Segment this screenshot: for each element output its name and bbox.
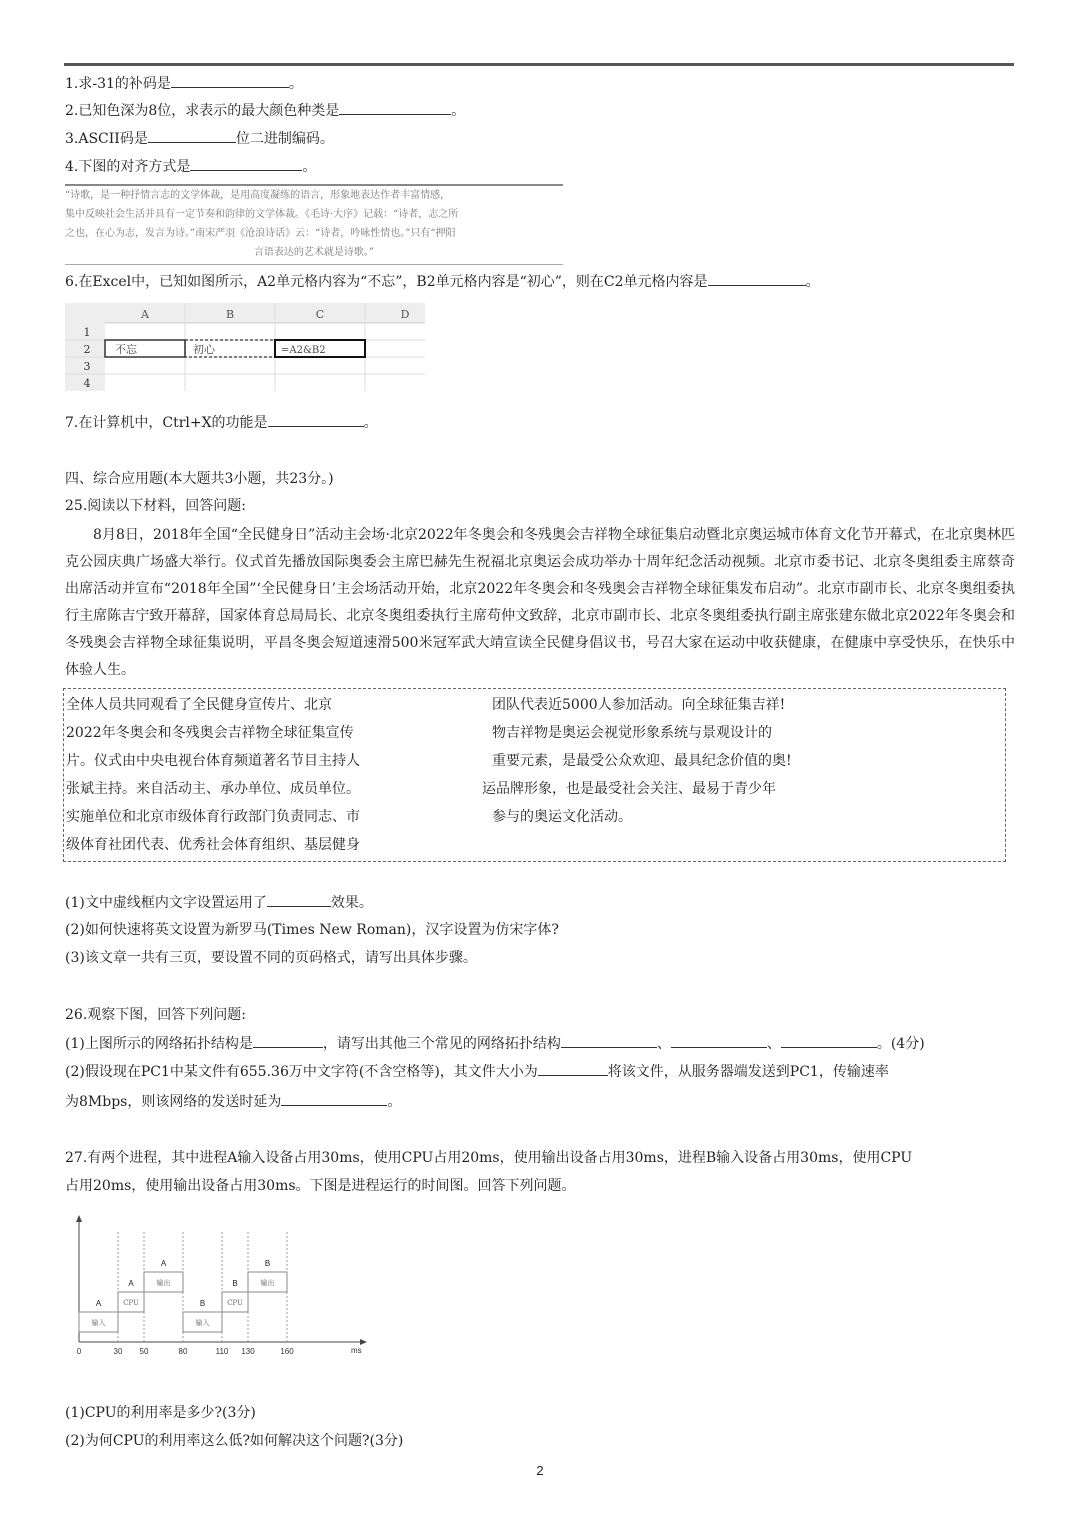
x-tick-label: 160 <box>280 1347 294 1356</box>
gantt-bar-label: CPU <box>123 1299 139 1307</box>
x-axis-unit: ms <box>351 1346 362 1355</box>
section-title: 四、综合应用题(本大题共3小题，共23分。) <box>65 471 334 487</box>
question-26-title: 26.观察下图，回答下列问题: <box>65 1007 246 1023</box>
x-tick-label: 0 <box>76 1347 82 1356</box>
poem-line: 集中反映社会生活并具有一定节奏和韵律的文学体裁。《毛诗·大序》记载：“诗者，志之所 <box>65 209 459 220</box>
y-axis-arrow <box>76 1215 82 1222</box>
poem-line: 言语表达的艺术就是诗歌。” <box>253 247 375 258</box>
gantt-bar-label: CPU <box>227 1299 243 1307</box>
question-26-2: (2)假设现在PC1中某文件有655.36万中文字符(不含空格等)，其文件大小为 将该文件，从服务器端发送到PC1，传输速率 <box>65 1061 889 1082</box>
excel-screenshot <box>65 303 425 391</box>
question-27-line1: 27.有两个进程，其中进程A输入设备占用30ms，使用CPU占用20ms，使用输出设备占用30ms，进程B输入设备占用30ms，使用CPU <box>65 1150 913 1166</box>
poem-line: “诗歌，是一种抒情言志的文学体裁，是用高度凝练的语言，形象地表达作者丰富情感， <box>65 190 451 201</box>
question-2: 2.已知色深为8位，求表示的最大颜色种类是 。 <box>65 100 465 121</box>
question-27-2: (2)为何CPU的利用率这么低?如何解决这个问题?(3分) <box>65 1433 404 1449</box>
gantt-process-label: A <box>160 1259 167 1268</box>
question-26-1: (1)上图所示的网络拓扑结构是 ，请写出其他三个常见的网络拓扑结构 、 、 。(4分) <box>65 1033 925 1054</box>
gantt-bar-label: 输入 <box>91 1319 106 1327</box>
question-7: 7.在计算机中，Ctrl+X的功能是 。 <box>65 412 378 433</box>
cell-c2: =A2&B2 <box>281 345 326 356</box>
gantt-bar-label: 输出 <box>260 1279 275 1287</box>
column-header-bar <box>65 303 425 323</box>
question-25-title: 25.阅读以下材料，回答问题: <box>65 498 246 514</box>
gantt-process-label: B <box>264 1259 271 1268</box>
x-tick-label: 30 <box>113 1347 123 1356</box>
question-27-1: (1)CPU的利用率是多少?(3分) <box>65 1405 256 1421</box>
row-header-1: 1 <box>83 326 91 339</box>
alignment-sample-image <box>65 184 563 265</box>
question-3: 3.ASCII码是 位二进制编码。 <box>65 128 334 149</box>
cell-a2: 不忘 <box>115 343 137 356</box>
x-tick-label: 80 <box>178 1347 188 1356</box>
column-header-b: B <box>225 308 235 321</box>
dash-left-column: 全体人员共同观看了全民健身宣传片、北京 2022年冬奥会和冬残奥会吉祥物全球征集宣传 片。仪式由中央电视台体育频道著名节目主持人 张斌主持。来自活动主、承办单位、成员单位。 实施单位和北京市级体育行政部门负责同志、市 级体育社团代表、优秀社会体育组织、基层健身 <box>66 697 360 853</box>
process-timeline-chart <box>65 1212 375 1362</box>
page-number: 2 <box>536 1463 544 1478</box>
x-tick-label: 130 <box>241 1347 255 1356</box>
question-25-2: (2)如何快速将英文设置为新罗马(Times New Roman)，汉字设置为仿宋字体? <box>65 922 559 938</box>
dashed-text-box <box>63 688 1006 862</box>
gantt-process-label: B <box>199 1299 206 1308</box>
x-tick-label: 110 <box>215 1347 229 1356</box>
row-header-2: 2 <box>83 343 91 356</box>
column-header-a: A <box>141 308 149 321</box>
column-header-c: C <box>315 308 325 321</box>
x-axis-arrow <box>360 1339 367 1345</box>
question-25-paragraph: 8月8日，2018年全国“全民健身日”活动主会场·北京2022年冬奥会和冬残奥会吉祥物全球征集启动暨北京奥运城市体育文化节开幕式，在北京奥林匹克公园庆典广场盛大举行。仪式首先播放国际奥委会主席巴赫先生祝福北京奥运会成功举办十周年纪念活动视频。北京市委书记、北京冬奥组委主席蔡奇出席活动并宣布“2018年全国”‘全民健身日’主会场活动开始，北京2022年冬奥会和冬残奥会吉祥物全球征集发布启动”。北京市副市长、北京冬奥组委执行主席陈吉宁致开幕辞，国家体育总局局长、北京冬奥组委执行主席苟仲文致辞，北京市副市长、北京冬奥组委执行副主席张建东做北京2022年冬奥会和冬残奥会吉祥物全球征集说明，平昌冬奥会短道速滑500米冠军武大靖宣读全民健身倡议书，号召大家在运动中收获健康，在健康中享受快乐，在快乐中体验人生。 <box>65 527 1015 678</box>
top-rule <box>64 63 1014 66</box>
x-tick-label: 50 <box>139 1347 149 1356</box>
dash-right-column: 团队代表近5000人参加活动。向全球征集吉祥! 物吉祥物是奥运会视觉形象系统与景观设计的 重要元素，是最受公众欢迎、最具纪念价值的奥! 运品牌形象，也是最受社会关注、最易于青少年 参与的奥运文化活动。 <box>482 697 792 825</box>
question-4: 4.下图的对齐方式是 。 <box>65 156 316 177</box>
question-1: 1.求-31的补码是 。 <box>65 73 303 94</box>
gantt-process-label: A <box>128 1279 134 1288</box>
column-header-d: D <box>400 308 410 321</box>
cell-b2: 初心 <box>193 343 215 356</box>
question-26-2-cont: 为8Mbps，则该网络的发送时延为 。 <box>65 1091 401 1112</box>
poem-line: 之也，在心为志，发言为诗。”南宋严羽《沧浪诗话》云：“诗者，吟咏性情也。”只有“押阳 <box>65 228 456 239</box>
question-25-3: (3)该文章一共有三页，要设置不同的页码格式，请写出具体步骤。 <box>65 950 477 966</box>
gantt-process-label: A <box>95 1299 102 1308</box>
gantt-bar-label: 输出 <box>156 1279 171 1287</box>
question-6: 6.在Excel中，已知如图所示，A2单元格内容为“不忘”，B2单元格内容是“初心”，则在C2单元格内容是 。 <box>65 271 820 292</box>
gantt-bar-label: 输入 <box>195 1319 210 1327</box>
row-header-3: 3 <box>83 360 91 373</box>
question-25-1: (1)文中虚线框内文字设置运用了 效果。 <box>65 892 373 913</box>
question-27-line2: 占用20ms，使用输出设备占用30ms。下图是进程运行的时间图。回答下列问题。 <box>65 1178 576 1194</box>
row-header-4: 4 <box>83 377 91 390</box>
gantt-process-label: B <box>232 1279 238 1288</box>
